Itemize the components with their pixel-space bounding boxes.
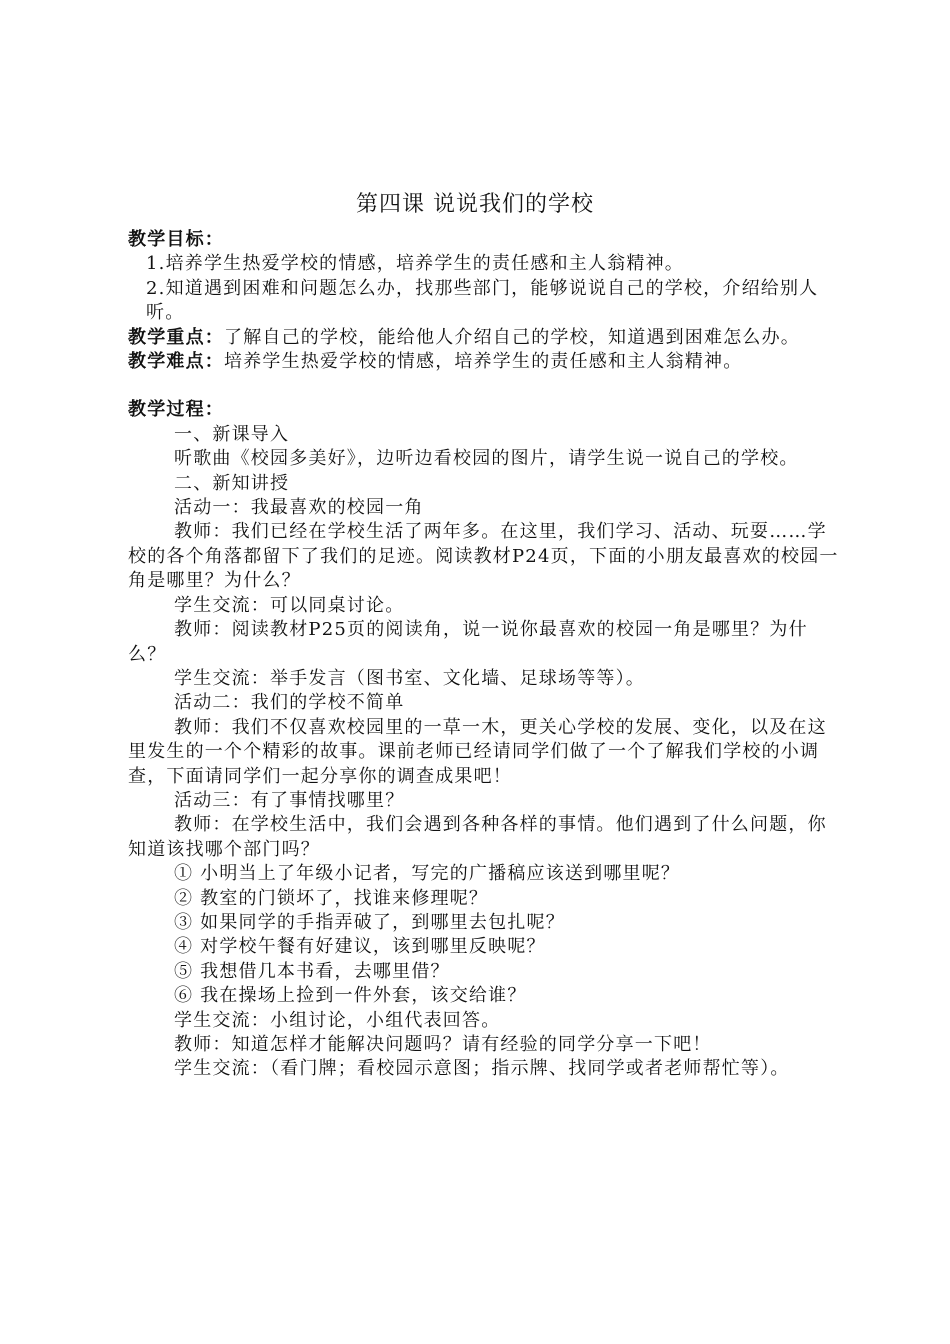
question-item: ④ 对学校午餐有好建议，该到哪里反映呢？ (174, 936, 546, 958)
process-paragraph: 教师：在学校生活中，我们会遇到各种各样的事情。他们遇到了什么问题，你知道该找哪个部门吗？ (128, 814, 827, 860)
process-paragraph: 活动一：我最喜欢的校园一角 (174, 497, 424, 519)
process-paragraph: 教师：阅读教材P25页的阅读角，说一说你最喜欢的校园一角是哪里？为什么？ (128, 619, 808, 665)
process-paragraph: 学生交流：举手发言（图书室、文化墙、足球场等等）。 (174, 667, 645, 689)
goals-heading: 教学目标： (128, 229, 224, 250)
difficulty-text: 培养学生热爱学校的情感，培养学生的责任感和主人翁精神。 (224, 351, 743, 373)
question-item: ① 小明当上了年级小记者，写完的广播稿应该送到哪里呢？ (174, 863, 681, 885)
document-body (128, 228, 840, 1082)
question-item: ⑥ 我在操场上捡到一件外套，该交给谁？ (174, 985, 527, 1007)
key-point-text: 了解自己的学校，能给他人介绍自己的学校，知道遇到困难怎么办。 (224, 326, 800, 348)
section-gap (128, 374, 840, 398)
process-paragraph: 学生交流：可以同桌讨论。 (174, 594, 405, 616)
process-paragraph: 二、新知讲授 (174, 472, 290, 494)
difficulty-paragraph (128, 350, 840, 374)
lesson-title: 第四课 说说我们的学校 (356, 192, 594, 217)
process-paragraph: 学生交流：小组讨论，小组代表回答。 (174, 1009, 501, 1031)
key-point-paragraph (128, 326, 840, 350)
process-paragraph: 教师：我们已经在学校生活了两年多。在这里，我们学习、活动、玩耍……学校的各个角落都留下了我们的足迹。阅读教材P24页，下面的小朋友最喜欢的校园一角是哪里？为什么？ (128, 521, 839, 592)
key-point-label: 教学重点： (128, 326, 224, 348)
process-heading: 教学过程： (128, 399, 224, 421)
process-paragraph: 听歌曲《校园多美好》，边听边看校园的图片，请学生说一说自己的学校。 (174, 448, 799, 470)
process-paragraph: 一、新课导入 (174, 423, 290, 445)
goal-item-1: 1.培养学生热爱学校的情感，培养学生的责任感和主人翁精神。 (146, 253, 684, 275)
process-paragraph: 学生交流：（看门牌；看校园示意图；指示牌、找同学或者老师帮忙等）。 (174, 1058, 790, 1080)
process-paragraph: 活动三：有了事情找哪里？ (174, 789, 405, 811)
question-item: ⑤ 我想借几本书看，去哪里借？ (174, 960, 450, 982)
question-item: ③ 如果同学的手指弄破了，到哪里去包扎呢？ (174, 911, 565, 933)
difficulty-label: 教学难点： (128, 351, 224, 373)
process-paragraph: 活动二：我们的学校不简单 (174, 692, 405, 714)
goal-item-2: 2.知道遇到困难和问题怎么办，找那些部门，能够说说自己的学校，介绍给别人听。 (146, 277, 819, 324)
process-paragraph: 教师：知道怎样才能解决问题吗？请有经验的同学分享一下吧！ (174, 1034, 712, 1055)
question-item: ② 教室的门锁坏了，找谁来修理呢？ (174, 887, 489, 909)
process-paragraph: 教师：我们不仅喜欢校园里的一草一木，更关心学校的发展、变化，以及在这里发生的一个个精彩的故事。课前老师已经请同学们做了一个了解我们学校的小调查，下面请同学们一起分享你的调查成果吧！ (128, 716, 827, 787)
